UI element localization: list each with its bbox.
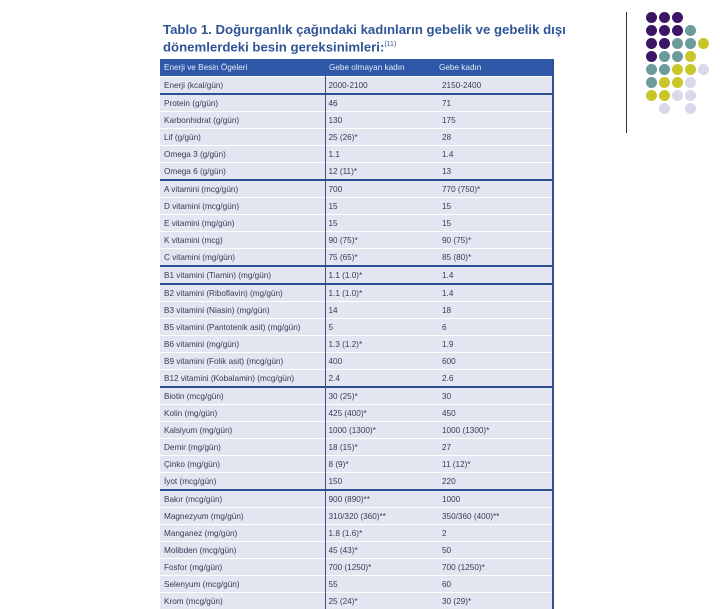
decorative-dot-icon	[685, 25, 696, 36]
non-pregnant-value: 1.1	[325, 146, 435, 163]
decorative-dot-icon	[646, 12, 657, 23]
non-pregnant-value: 700 (1250)*	[325, 559, 435, 576]
pregnant-value: 770 (750)*	[435, 180, 553, 198]
table-row	[160, 215, 553, 232]
decorative-dot-icon	[672, 77, 683, 88]
non-pregnant-value: 75 (65)*	[325, 249, 435, 267]
non-pregnant-value: 12 (11)*	[325, 163, 435, 181]
pregnant-value: 15	[435, 215, 553, 232]
table-row	[160, 249, 553, 267]
nutrient-cell: Enerji (kcal/gün)	[160, 77, 325, 95]
nutrient-cell: B1 vitamini (Tiamin) (mg/gün)	[160, 266, 325, 284]
table-row	[160, 593, 553, 609]
decorative-dot-icon	[659, 25, 670, 36]
decorative-dot-icon	[646, 38, 657, 49]
decorative-dot-icon	[659, 77, 670, 88]
pregnant-value: 90 (75)*	[435, 232, 553, 249]
decorative-dot-icon	[685, 51, 696, 62]
decorative-dot-icon	[672, 51, 683, 62]
table-row	[160, 542, 553, 559]
table-row	[160, 129, 553, 146]
pregnant-value: 27	[435, 439, 553, 456]
decorative-dot-icon	[672, 25, 683, 36]
non-pregnant-value: 14	[325, 302, 435, 319]
non-pregnant-value: 46	[325, 94, 435, 112]
nutrient-cell: Çinko (mg/gün)	[160, 456, 325, 473]
pregnant-value: 30 (29)*	[435, 593, 553, 609]
table-row	[160, 284, 553, 302]
non-pregnant-value: 1.3 (1.2)*	[325, 336, 435, 353]
decorative-dot-icon	[646, 64, 657, 75]
non-pregnant-value: 130	[325, 112, 435, 129]
nutrient-cell: B6 vitamini (mg/gün)	[160, 336, 325, 353]
table-row	[160, 456, 553, 473]
decorative-dot-icon	[672, 12, 683, 23]
header-nutrient: Enerji ve Besin Ögeleri	[160, 59, 325, 77]
table-row	[160, 232, 553, 249]
non-pregnant-value: 2.4	[325, 370, 435, 388]
pregnant-value: 11 (12)*	[435, 456, 553, 473]
nutrient-cell: Karbonhidrat (g/gün)	[160, 112, 325, 129]
decorative-dot-icon	[685, 38, 696, 49]
nutrient-cell: Kalsiyum (mg/gün)	[160, 422, 325, 439]
decorative-dot-icon	[685, 103, 696, 114]
decorative-dot-icon	[659, 38, 670, 49]
non-pregnant-value: 425 (400)*	[325, 405, 435, 422]
table-row	[160, 353, 553, 370]
pregnant-value: 1000	[435, 490, 553, 508]
decorative-dot-icon	[646, 25, 657, 36]
decorative-dot-icon	[698, 64, 709, 75]
nutrient-cell: K vitamini (mcg)	[160, 232, 325, 249]
non-pregnant-value: 1000 (1300)*	[325, 422, 435, 439]
nutrient-cell: E vitamini (mg/gün)	[160, 215, 325, 232]
nutrient-cell: Selenyum (mcg/gün)	[160, 576, 325, 593]
header-pregnant: Gebe kadın	[435, 59, 553, 77]
pregnant-value: 450	[435, 405, 553, 422]
non-pregnant-value: 25 (26)*	[325, 129, 435, 146]
non-pregnant-value: 400	[325, 353, 435, 370]
non-pregnant-value: 1.1 (1.0)*	[325, 266, 435, 284]
pregnant-value: 13	[435, 163, 553, 181]
nutrient-cell: Omega 6 (g/gün)	[160, 163, 325, 181]
nutrient-cell: D vitamini (mcg/gün)	[160, 198, 325, 215]
table-row	[160, 163, 553, 181]
non-pregnant-value: 700	[325, 180, 435, 198]
table-row	[160, 422, 553, 439]
non-pregnant-value: 25 (24)*	[325, 593, 435, 609]
non-pregnant-value: 30 (25)*	[325, 387, 435, 405]
nutrient-cell: Fosfor (mg/gün)	[160, 559, 325, 576]
nutrient-cell: Bakır (mcg/gün)	[160, 490, 325, 508]
non-pregnant-value: 1.1 (1.0)*	[325, 284, 435, 302]
table-row	[160, 302, 553, 319]
table-caption	[163, 22, 583, 54]
pregnant-value: 15	[435, 198, 553, 215]
decorative-dot-icon	[659, 90, 670, 101]
decorative-dot-icon	[672, 38, 683, 49]
table-row	[160, 180, 553, 198]
table-row	[160, 266, 553, 284]
decorative-dot-icon	[659, 12, 670, 23]
pregnant-value: 60	[435, 576, 553, 593]
decorative-dot-icon	[685, 90, 696, 101]
caption-line-1: Tablo 1. Doğurganlık çağındaki kadınların gebelik ve gebelik dışı	[163, 22, 583, 37]
nutrient-cell: Lif (g/gün)	[160, 129, 325, 146]
nutrient-cell: Omega 3 (g/gün)	[160, 146, 325, 163]
table-row	[160, 508, 553, 525]
caption-line-2: dönemlerdeki besin gereksinimleri:$^{(11)}$	[163, 37, 583, 54]
reference-mark: (11)	[384, 41, 396, 48]
decorative-dot-icon	[646, 90, 657, 101]
non-pregnant-value: 15	[325, 215, 435, 232]
table-row	[160, 405, 553, 422]
table-row	[160, 525, 553, 542]
non-pregnant-value: 45 (43)*	[325, 542, 435, 559]
nutrient-cell: C vitamini (mg/gün)	[160, 249, 325, 267]
nutrient-cell: A vitamini (mcg/gün)	[160, 180, 325, 198]
table-row	[160, 490, 553, 508]
table-row	[160, 439, 553, 456]
nutrient-cell: B9 vitamini (Folik asit) (mcg/gün)	[160, 353, 325, 370]
nutrient-requirements-table	[160, 59, 554, 609]
table-row	[160, 77, 553, 95]
decorative-dot-icon	[672, 90, 683, 101]
table-row	[160, 387, 553, 405]
table-row	[160, 319, 553, 336]
pregnant-value: 2150-2400	[435, 77, 553, 95]
pregnant-value: 175	[435, 112, 553, 129]
pregnant-value: 600	[435, 353, 553, 370]
non-pregnant-value: 310/320 (360)**	[325, 508, 435, 525]
decorative-dot-icon	[646, 51, 657, 62]
pregnant-value: 350/360 (400)**	[435, 508, 553, 525]
pregnant-value: 28	[435, 129, 553, 146]
table-row	[160, 94, 553, 112]
pregnant-value: 85 (80)*	[435, 249, 553, 267]
decorative-vertical-line	[626, 12, 627, 133]
nutrient-cell: Protein (g/gün)	[160, 94, 325, 112]
non-pregnant-value: 18 (15)*	[325, 439, 435, 456]
nutrient-cell: Molibden (mcg/gün)	[160, 542, 325, 559]
pregnant-value: 6	[435, 319, 553, 336]
table-row	[160, 473, 553, 491]
pregnant-value: 18	[435, 302, 553, 319]
decorative-dot-icon	[659, 64, 670, 75]
decorative-dot-icon	[646, 77, 657, 88]
non-pregnant-value: 90 (75)*	[325, 232, 435, 249]
decorative-dot-icon	[698, 38, 709, 49]
decorative-dot-icon	[685, 64, 696, 75]
pregnant-value: 71	[435, 94, 553, 112]
non-pregnant-value: 5	[325, 319, 435, 336]
pregnant-value: 1.4	[435, 266, 553, 284]
nutrient-cell: Demir (mg/gün)	[160, 439, 325, 456]
decorative-dot-icon	[672, 64, 683, 75]
nutrient-cell: Magnezyum (mg/gün)	[160, 508, 325, 525]
nutrient-cell: B3 vitamini (Niasin) (mg/gün)	[160, 302, 325, 319]
table-row	[160, 559, 553, 576]
pregnant-value: 220	[435, 473, 553, 491]
non-pregnant-value: 900 (890)**	[325, 490, 435, 508]
pregnant-value: 2.6	[435, 370, 553, 388]
nutrient-cell: İyot (mcg/gün)	[160, 473, 325, 491]
pregnant-value: 700 (1250)*	[435, 559, 553, 576]
table-row	[160, 576, 553, 593]
pregnant-value: 1000 (1300)*	[435, 422, 553, 439]
non-pregnant-value: 8 (9)*	[325, 456, 435, 473]
table-row	[160, 198, 553, 215]
pregnant-value: 1.4	[435, 146, 553, 163]
pregnant-value: 1.4	[435, 284, 553, 302]
nutrient-cell: Biotin (mcg/gün)	[160, 387, 325, 405]
nutrient-cell: B5 vitamini (Pantotenik asit) (mg/gün)	[160, 319, 325, 336]
non-pregnant-value: 150	[325, 473, 435, 491]
decorative-dot-icon	[659, 103, 670, 114]
non-pregnant-value: 2000-2100	[325, 77, 435, 95]
table-row	[160, 370, 553, 388]
table-row	[160, 146, 553, 163]
header-non-pregnant: Gebe olmayan kadın	[325, 59, 435, 77]
nutrient-cell: Krom (mcg/gün)	[160, 593, 325, 609]
pregnant-value: 1.9	[435, 336, 553, 353]
non-pregnant-value: 55	[325, 576, 435, 593]
nutrient-cell: Kolin (mg/gün)	[160, 405, 325, 422]
pregnant-value: 50	[435, 542, 553, 559]
table-header-row	[160, 59, 553, 77]
nutrient-cell: B12 vitamini (Kobalamin) (mcg/gün)	[160, 370, 325, 388]
decorative-dot-icon	[659, 51, 670, 62]
pregnant-value: 2	[435, 525, 553, 542]
nutrient-cell: B2 vitamini (Riboflavin) (mg/gün)	[160, 284, 325, 302]
pregnant-value: 30	[435, 387, 553, 405]
non-pregnant-value: 15	[325, 198, 435, 215]
decorative-dot-icon	[685, 77, 696, 88]
nutrient-cell: Manganez (mg/gün)	[160, 525, 325, 542]
table-row	[160, 336, 553, 353]
non-pregnant-value: 1.8 (1.6)*	[325, 525, 435, 542]
table-row	[160, 112, 553, 129]
